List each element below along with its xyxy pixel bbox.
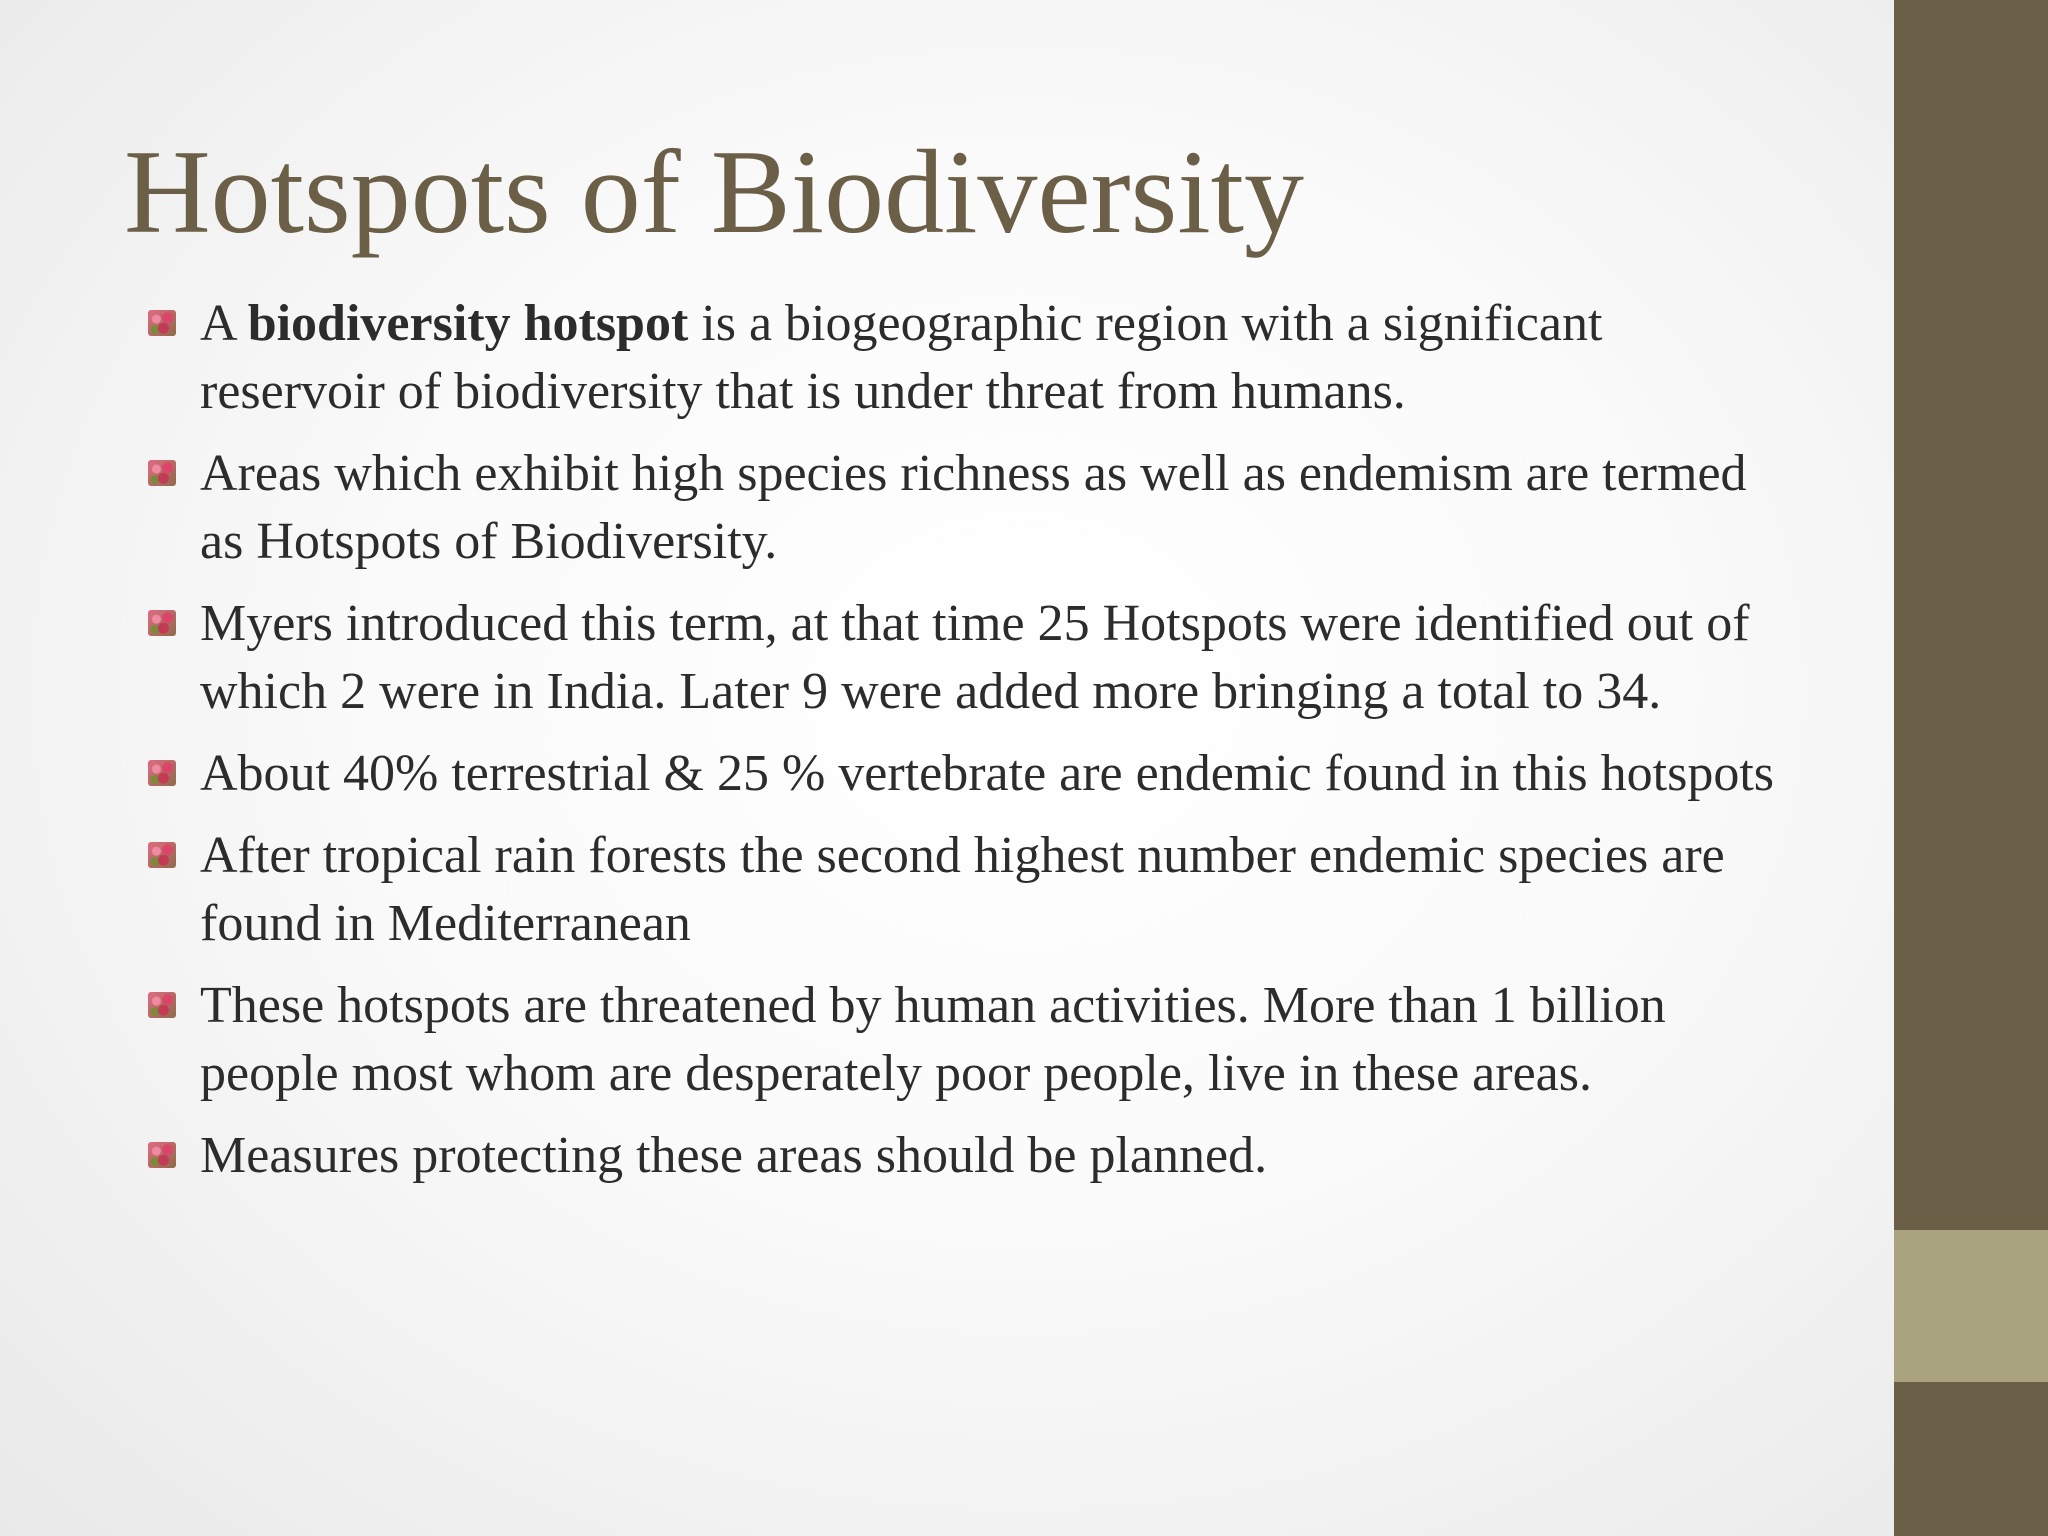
bullet-text-prefix: A [200,295,248,352]
side-decoration-bar [1894,0,2048,1536]
bullet-text: About 40% terrestrial & 25 % vertebrate are endemic found in this hotspots [200,745,1775,802]
bullet-item [148,290,1798,426]
flower-bullet-icon [148,992,176,1018]
flower-bullet-icon [148,310,176,336]
flower-bullet-icon [148,460,176,486]
bullet-item [148,440,1798,576]
bullet-item [148,822,1798,958]
bullet-item [148,740,1798,808]
bullet-text: Myers introduced this term, at that time 25 Hotspots were identified out of which 2 were in India. Later 9 were added more bringing a total to 34. [200,595,1750,720]
bullet-item [148,590,1798,726]
bullet-text-bold: biodiversity hotspot [247,295,689,352]
bullet-text: These hotspots are threatened by human activities. More than 1 billion people most whom are desperately poor people, live in these areas. [200,977,1666,1102]
flower-bullet-icon [148,610,176,636]
bullet-text: Areas which exhibit high species richness as well as endemism are termed as Hotspots of Biodiversity. [200,445,1747,570]
flower-bullet-icon [148,842,176,868]
bullet-text-rest: is a biogeographic region with a significant reservoir of biodiversity that is under threat from humans. [200,295,1603,420]
side-accent-block [1894,1230,2048,1382]
slide-title: Hotspots of Biodiversity [124,125,1305,258]
flower-bullet-icon [148,1142,176,1168]
bullet-item [148,1122,1798,1190]
bullet-text: After tropical rain forests the second highest number endemic species are found in Mediterranean [200,827,1725,952]
bullet-list [148,290,1798,1204]
bullet-text: Measures protecting these areas should be planned. [200,1127,1268,1184]
bullet-item [148,972,1798,1108]
flower-bullet-icon [148,760,176,786]
